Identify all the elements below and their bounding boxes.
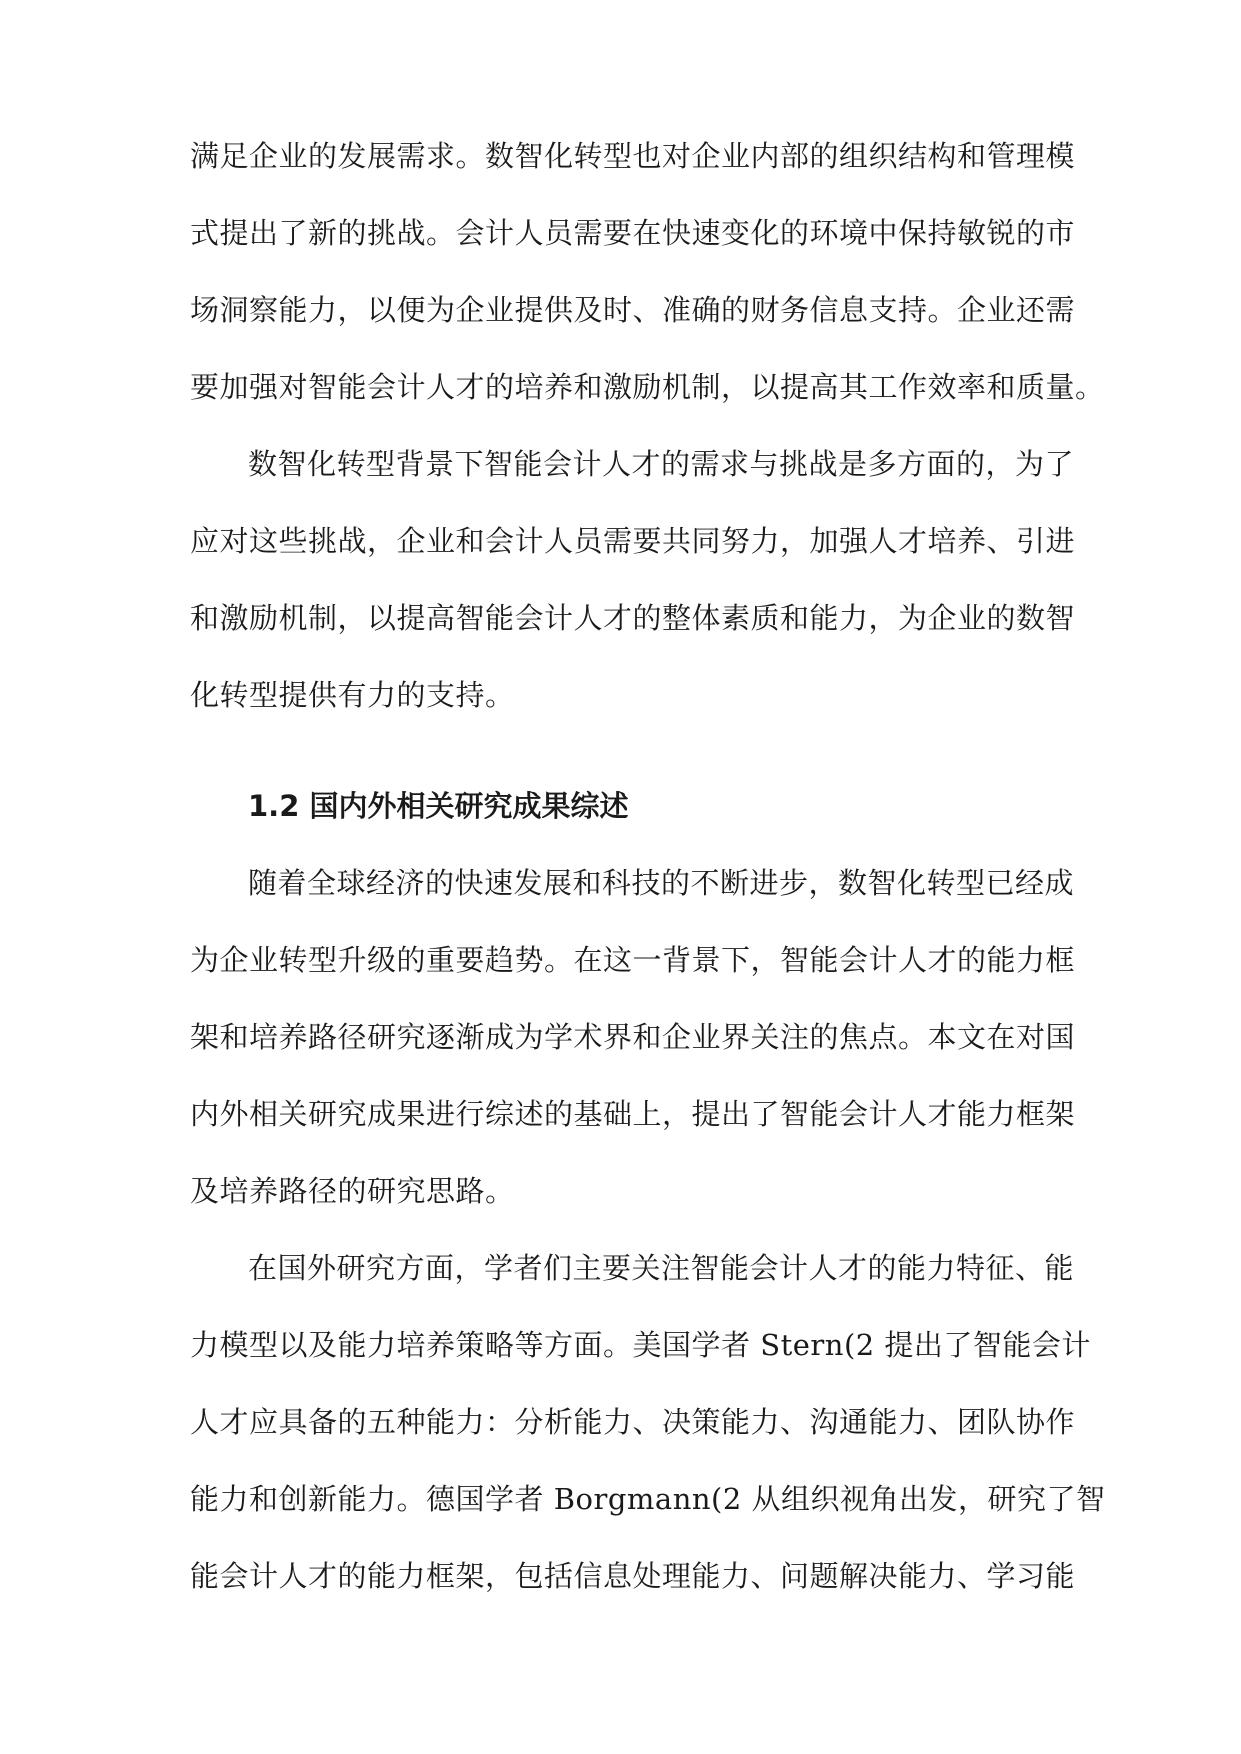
paragraph-3-line-1: 随着全球经济的快速发展和科技的不断进步，数智化转型已经成 [248, 866, 1075, 900]
paragraph-3-line-5: 及培养路径的研究思路。 [190, 1174, 515, 1208]
paragraph-1-line-3: 场洞察能力，以便为企业提供及时、准确的财务信息支持。企业还需 [190, 293, 1076, 327]
paragraph-4-line-2: 力模型以及能力培养策略等方面。美国学者 Stern(2 提出了智能会计 [190, 1328, 1091, 1362]
paragraph-1-line-2: 式提出了新的挑战。会计人员需要在快速变化的环境中保持敏锐的市 [190, 216, 1076, 250]
paragraph-4-line-1: 在国外研究方面，学者们主要关注智能会计人才的能力特征、能 [248, 1251, 1075, 1285]
paragraph-2-line-2: 应对这些挑战，企业和会计人员需要共同努力，加强人才培养、引进 [190, 524, 1076, 558]
paragraph-4-line-3: 人才应具备的五种能力：分析能力、决策能力、沟通能力、团队协作 [190, 1405, 1076, 1439]
paragraph-2-line-1: 数智化转型背景下智能会计人才的需求与挑战是多方面的，为了 [248, 447, 1075, 481]
paragraph-2-line-3: 和激励机制，以提高智能会计人才的整体素质和能力，为企业的数智 [190, 601, 1076, 635]
paragraph-3-line-3: 架和培养路径研究逐渐成为学术界和企业界关注的焦点。本文在对国 [190, 1020, 1076, 1054]
paragraph-4-line-4: 能力和创新能力。德国学者 Borgmann(2 从组织视角出发，研究了智 [190, 1482, 1106, 1516]
paragraph-2-line-4: 化转型提供有力的支持。 [190, 678, 515, 712]
paragraph-1-line-4: 要加强对智能会计人才的培养和激励机制，以提高其工作效率和质量。 [190, 370, 1105, 404]
paragraph-4-line-5: 能会计人才的能力框架，包括信息处理能力、问题解决能力、学习能 [190, 1559, 1076, 1593]
paragraph-3-line-2: 为企业转型升级的重要趋势。在这一背景下，智能会计人才的能力框 [190, 943, 1076, 977]
paragraph-3-line-4: 内外相关研究成果进行综述的基础上，提出了智能会计人才能力框架 [190, 1097, 1076, 1131]
paragraph-1-line-1: 满足企业的发展需求。数智化转型也对企业内部的组织结构和管理模 [190, 139, 1076, 173]
section-heading: 1.2 国内外相关研究成果综述 [248, 789, 629, 823]
